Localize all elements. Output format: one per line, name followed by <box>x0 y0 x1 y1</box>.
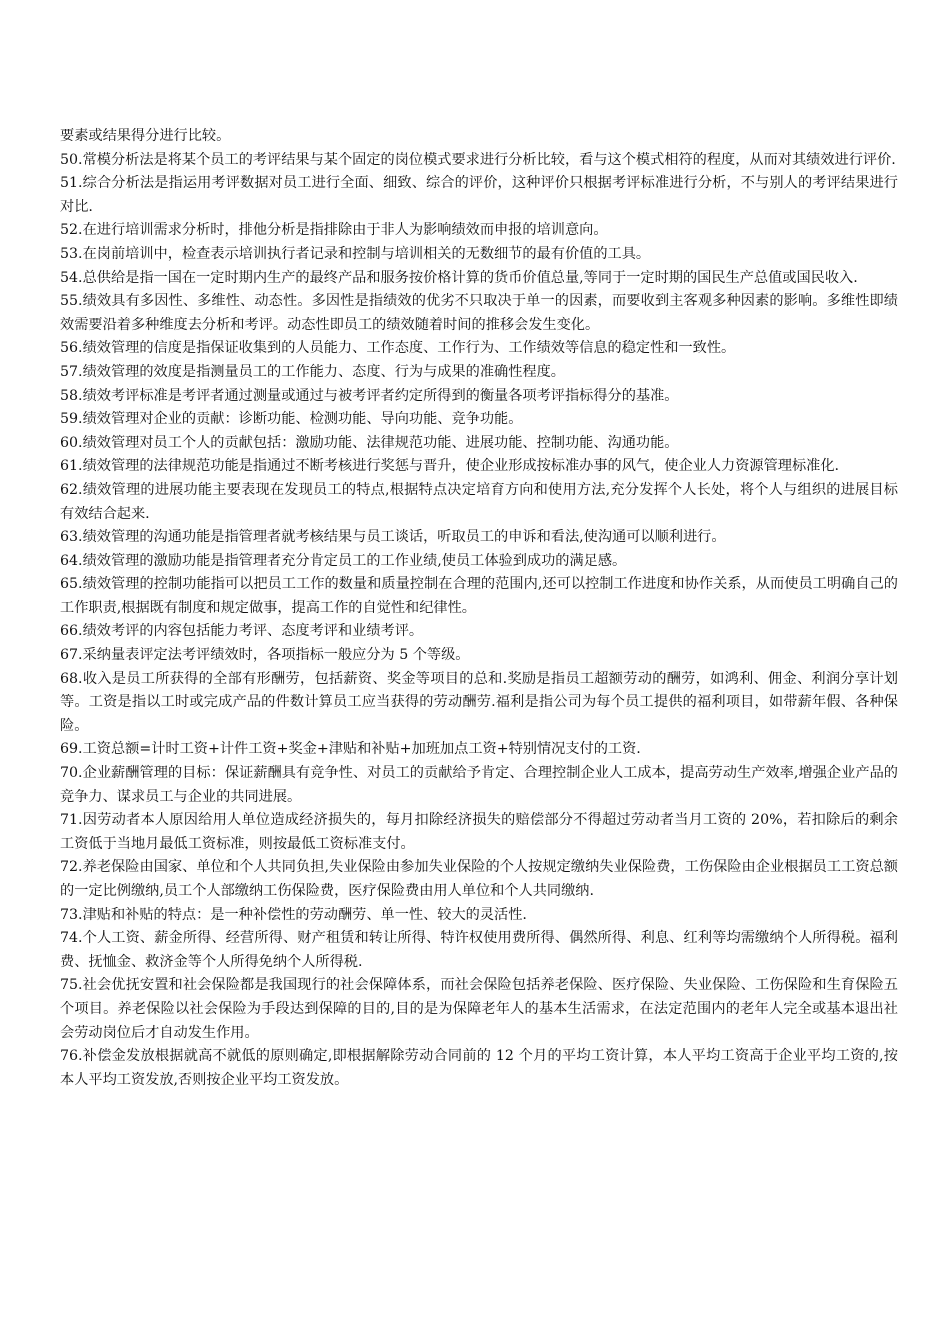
paragraph-73: 73.津贴和补贴的特点：是一种补偿性的劳动酬劳、单一性、较大的灵活性. <box>60 906 527 923</box>
paragraph-74: 74.个人工资、薪金所得、经营所得、财产租赁和转让所得、特许权使用费所得、偶然所得、利息、红利等均需缴纳个人所得税。福利费、抚恤金、救济金等个人所得免纳个人所得税. <box>60 930 898 970</box>
paragraph-69: 69.工资总额=计时工资+计件工资+奖金+津贴和补贴+加班加点工资+特别情况支付的工资. <box>60 741 641 758</box>
paragraph-68: 68.收入是员工所获得的全部有形酬劳，包括薪资、奖金等项目的总和.奖励是指员工超额劳动的酬劳，如鸿利、佣金、利润分享计划等。工资是指以工时或完成产品的件数计算员工应当获得的劳动酬劳.福利是指公司为每个员工提供的福利项目，如带薪年假、各种保险。 <box>60 670 898 734</box>
paragraph-64: 64.绩效管理的激励功能是指管理者充分肯定员工的工作业绩,使员工体验到成功的满足感。 <box>60 552 627 569</box>
paragraph-50: 50.常模分析法是将某个员工的考评结果与某个固定的岗位模式要求进行分析比较，看与这个模式相符的程度，从而对其绩效进行评价. <box>60 151 896 168</box>
paragraph-57: 57.绩效管理的效度是指测量员工的工作能力、态度、行为与成果的准确性程度。 <box>60 363 565 380</box>
paragraph-56: 56.绩效管理的信度是指保证收集到的人员能力、工作态度、工作行为、工作绩效等信息的稳定性和一致性。 <box>60 340 736 357</box>
paragraph-66: 66.绩效考评的内容包括能力考评、态度考评和业绩考评。 <box>60 623 424 640</box>
paragraph-62: 62.绩效管理的进展功能主要表现在发现员工的特点,根据特点决定培育方向和使用方法,充分发挥个人长处，将个人与组织的进展目标有效结合起来. <box>60 481 898 522</box>
paragraph-55: 55.绩效具有多因性、多维性、动态性。多因性是指绩效的优劣不只取决于单一的因素，而要收到主客观多种因素的影响。多维性即绩效需要沿着多种维度去分析和考评。动态性即员工的绩效随着时间的推移会发生变化。 <box>60 293 898 333</box>
paragraph-58: 58.绩效考评标准是考评者通过测量或通过与被考评者约定所得到的衡量各项考评指标得分的基准。 <box>60 387 679 404</box>
paragraph-59: 59.绩效管理对企业的贡献：诊断功能、检测功能、导向功能、竞争功能。 <box>60 411 523 428</box>
paragraph-51: 51.综合分析法是指运用考评数据对员工进行全面、细致、综合的评价，这种评价只根据考评标准进行分析，不与别人的考评结果进行对比. <box>60 175 898 215</box>
document-body <box>60 125 898 1092</box>
paragraph-52: 52.在进行培训需求分析时，排他分析是指排除由于非人为影响绩效而申报的培训意向。 <box>60 222 608 239</box>
paragraph-70: 70.企业薪酬管理的目标：保证薪酬具有竞争性、对员工的贡献给予肯定、合理控制企业人工成本，提高劳动生产效率,增强企业产品的竞争力、谋求员工与企业的共同进展。 <box>60 765 898 805</box>
paragraph-67: 67.采纳量表评定法考评绩效时，各项指标一般应分为 5 个等级。 <box>60 647 470 664</box>
paragraph-53: 53.在岗前培训中，检查表示培训执行者记录和控制与培训相关的无数细节的最有价值的工具。 <box>60 245 651 262</box>
paragraph-continuation: 要素或结果得分进行比较。 <box>60 128 231 144</box>
paragraph-54: 54.总供给是指一国在一定时期内生产的最终产品和服务按价格计算的货币价值总量,等同于一定时期的国民生产总值或国民收入. <box>60 269 858 286</box>
paragraph-75: 75.社会优抚安置和社会保险都是我国现行的社会保障体系，而社会保险包括养老保险、医疗保险、失业保险、工伤保险和生育保险五个项目。养老保险以社会保险为手段达到保障的目的,目的是为保障老年人的基本生活需求，在法定范围内的老年人完全或基本退出社会劳动岗位后才自动发生作用。 <box>60 977 898 1041</box>
paragraph-65: 65.绩效管理的控制功能指可以把员工工作的数量和质量控制在合理的范围内,还可以控制工作进度和协作关系，从而使员工明确自己的工作职责,根据既有制度和规定做事，提高工作的自觉性和纪律性。 <box>60 576 898 616</box>
paragraph-61: 61.绩效管理的法律规范功能是指通过不断考核进行奖惩与晋升，使企业形成按标准办事的风气，使企业人力资源管理标准化. <box>60 458 840 475</box>
paragraph-63: 63.绩效管理的沟通功能是指管理者就考核结果与员工谈话，听取员工的申诉和看法,使沟通可以顺利进行。 <box>60 529 726 546</box>
paragraph-60: 60.绩效管理对员工个人的贡献包括：激励功能、法律规范功能、进展功能、控制功能、沟通功能。 <box>60 434 679 451</box>
paragraph-76: 76.补偿金发放根据就高不就低的原则确定,即根据解除劳动合同前的 12 个月的平均工资计算，本人平均工资高于企业平均工资的,按本人平均工资发放,否则按企业平均工资发放。 <box>60 1048 898 1088</box>
paragraph-71: 71.因劳动者本人原因给用人单位造成经济损失的，每月扣除经济损失的赔偿部分不得超过劳动者当月工资的 20%，若扣除后的剩余工资低于当地月最低工资标准，则按最低工资标准支付。 <box>60 812 898 852</box>
paragraph-72: 72.养老保险由国家、单位和个人共同负担,失业保险由参加失业保险的个人按规定缴纳失业保险费，工伤保险由企业根据员工工资总额的一定比例缴纳,员工个人部缴纳工伤保险费，医疗保险费由用人单位和个人共同缴纳. <box>60 859 898 899</box>
